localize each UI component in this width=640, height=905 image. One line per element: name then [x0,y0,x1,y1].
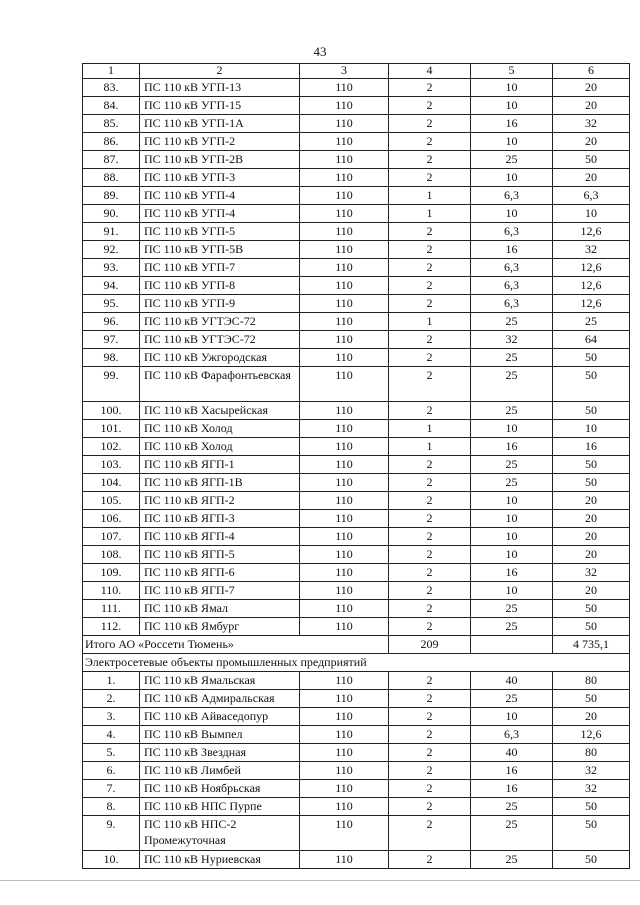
substation-name: ПС 110 кВ Ямбург [140,618,300,636]
transformer-count: 2 [389,367,471,402]
total-power: 20 [553,169,630,187]
transformer-power: 16 [471,564,553,582]
total-power: 20 [553,708,630,726]
table-row [83,744,630,762]
column-number-header: 2 [140,64,300,79]
table-row [83,133,630,151]
row-number: 98. [83,349,140,367]
table-row [83,349,630,367]
row-number: 103. [83,456,140,474]
voltage-kv: 110 [300,672,389,690]
substation-name: ПС 110 кВ ЯГП-1В [140,474,300,492]
substation-table [82,63,630,869]
transformer-count: 2 [389,277,471,295]
transformer-count: 2 [389,295,471,313]
voltage-kv: 110 [300,133,389,151]
total-power: 10 [553,420,630,438]
total-power: 32 [553,115,630,133]
voltage-kv: 110 [300,492,389,510]
table-row [83,564,630,582]
empty-cell [471,636,553,654]
voltage-kv: 110 [300,97,389,115]
total-row [83,636,630,654]
substation-name: ПС 110 кВ Ужгородская [140,349,300,367]
substation-name: ПС 110 кВ УГП-7 [140,259,300,277]
substation-name: ПС 110 кВ УГП-3 [140,169,300,187]
transformer-power: 6,3 [471,223,553,241]
transformer-power: 6,3 [471,277,553,295]
substation-name: ПС 110 кВ Ноябрьская [140,780,300,798]
table-row [83,438,630,456]
row-number: 96. [83,313,140,331]
row-number: 90. [83,205,140,223]
total-power: 50 [553,349,630,367]
voltage-kv: 110 [300,420,389,438]
total-power: 12,6 [553,259,630,277]
transformer-count: 2 [389,169,471,187]
row-number: 93. [83,259,140,277]
row-number: 99. [83,367,140,402]
substation-name: ПС 110 кВ НПС Пурпе [140,798,300,816]
transformer-count: 1 [389,205,471,223]
transformer-count: 2 [389,474,471,492]
voltage-kv: 110 [300,708,389,726]
substation-name: ПС 110 кВ ЯГП-3 [140,510,300,528]
transformer-count: 1 [389,313,471,331]
total-power: 6,3 [553,187,630,205]
total-power: 12,6 [553,277,630,295]
voltage-kv: 110 [300,582,389,600]
transformer-power: 10 [471,133,553,151]
transformer-count: 2 [389,600,471,618]
table-row [83,277,630,295]
substation-name: ПС 110 кВ Адмиральская [140,690,300,708]
section-title: Электросетевые объекты промышленных предприятий [83,654,630,672]
row-number: 107. [83,528,140,546]
transformer-count: 1 [389,420,471,438]
table-row [83,420,630,438]
table-row [83,618,630,636]
transformer-power: 6,3 [471,187,553,205]
voltage-kv: 110 [300,277,389,295]
row-number: 110. [83,582,140,600]
total-power-sum: 4 735,1 [553,636,630,654]
row-number: 94. [83,277,140,295]
total-power: 50 [553,851,630,869]
transformer-count: 2 [389,798,471,816]
transformer-count: 2 [389,133,471,151]
transformer-power: 10 [471,97,553,115]
table-row [83,780,630,798]
transformer-power: 25 [471,798,553,816]
transformer-power: 40 [471,672,553,690]
table-row [83,546,630,564]
row-number: 108. [83,546,140,564]
voltage-kv: 110 [300,798,389,816]
total-power: 20 [553,582,630,600]
transformer-power: 6,3 [471,259,553,277]
substation-name: ПС 110 кВ ЯГП-5 [140,546,300,564]
total-power: 20 [553,510,630,528]
transformer-power: 6,3 [471,726,553,744]
total-power: 20 [553,528,630,546]
total-count: 209 [389,636,471,654]
voltage-kv: 110 [300,618,389,636]
transformer-power: 32 [471,331,553,349]
table-row [83,798,630,816]
row-number: 86. [83,133,140,151]
substation-name: ПС 110 кВ Ямальская [140,672,300,690]
total-power: 50 [553,456,630,474]
voltage-kv: 110 [300,169,389,187]
substation-name: ПС 110 кВ Хасырейская [140,402,300,420]
transformer-count: 2 [389,115,471,133]
row-number: 5. [83,744,140,762]
transformer-power: 10 [471,492,553,510]
substation-name: ПС 110 кВ УГП-1А [140,115,300,133]
transformer-power: 10 [471,510,553,528]
row-number: 101. [83,420,140,438]
transformer-power: 10 [471,708,553,726]
substation-name: ПС 110 кВ УГП-2 [140,133,300,151]
total-power: 50 [553,402,630,420]
transformer-power: 16 [471,115,553,133]
transformer-power: 10 [471,79,553,97]
row-number: 109. [83,564,140,582]
transformer-count: 2 [389,349,471,367]
substation-name: ПС 110 кВ Холод [140,438,300,456]
voltage-kv: 110 [300,690,389,708]
page-number: 43 [313,44,327,59]
transformer-power: 10 [471,528,553,546]
transformer-count: 2 [389,672,471,690]
transformer-power: 25 [471,618,553,636]
transformer-count: 2 [389,726,471,744]
table-row [83,223,630,241]
voltage-kv: 110 [300,528,389,546]
row-number: 112. [83,618,140,636]
total-power: 64 [553,331,630,349]
transformer-power: 10 [471,582,553,600]
transformer-count: 2 [389,582,471,600]
voltage-kv: 110 [300,295,389,313]
substation-name: ПС 110 кВ УГТЭС-72 [140,331,300,349]
row-number: 111. [83,600,140,618]
substation-name: ПС 110 кВ Звездная [140,744,300,762]
table-row [83,456,630,474]
row-number: 6. [83,762,140,780]
total-power: 50 [553,151,630,169]
substation-name: ПС 110 кВ ЯГП-1 [140,456,300,474]
substation-name: ПС 110 кВ УГП-2В [140,151,300,169]
table-header-row [83,64,630,79]
total-power: 50 [553,618,630,636]
voltage-kv: 110 [300,474,389,492]
substation-name: ПС 110 кВ УГП-4 [140,205,300,223]
voltage-kv: 110 [300,367,389,402]
table-row [83,331,630,349]
transformer-count: 2 [389,564,471,582]
substation-name: ПС 110 кВ УГП-13 [140,79,300,97]
voltage-kv: 110 [300,762,389,780]
transformer-power: 25 [471,600,553,618]
total-power: 80 [553,744,630,762]
total-power: 25 [553,313,630,331]
transformer-power: 25 [471,349,553,367]
total-power: 50 [553,367,630,402]
transformer-count: 2 [389,618,471,636]
substation-name: ПС 110 кВ ЯГП-7 [140,582,300,600]
transformer-count: 2 [389,510,471,528]
voltage-kv: 110 [300,115,389,133]
substation-name: ПС 110 кВ Айваседопур [140,708,300,726]
table-row [83,402,630,420]
substation-name: ПС 110 кВ УГТЭС-72 [140,313,300,331]
total-label: Итого АО «Россети Тюмень» [83,636,389,654]
table-row [83,528,630,546]
transformer-power: 6,3 [471,295,553,313]
row-number: 4. [83,726,140,744]
transformer-power: 25 [471,474,553,492]
row-number: 95. [83,295,140,313]
table-row [83,367,630,402]
transformer-count: 2 [389,259,471,277]
table-row [83,708,630,726]
transformer-power: 10 [471,420,553,438]
transformer-count: 2 [389,851,471,869]
transformer-count: 2 [389,708,471,726]
table-row [83,492,630,510]
voltage-kv: 110 [300,546,389,564]
total-power: 12,6 [553,295,630,313]
transformer-count: 2 [389,331,471,349]
substation-name: ПС 110 кВ УГП-15 [140,97,300,115]
total-power: 20 [553,546,630,564]
row-number: 100. [83,402,140,420]
row-number: 104. [83,474,140,492]
total-power: 12,6 [553,726,630,744]
transformer-power: 40 [471,744,553,762]
transformer-count: 2 [389,241,471,259]
table-row [83,690,630,708]
table-row [83,762,630,780]
transformer-power: 10 [471,169,553,187]
transformer-power: 16 [471,762,553,780]
row-number: 87. [83,151,140,169]
row-number: 2. [83,690,140,708]
row-number: 7. [83,780,140,798]
total-power: 50 [553,816,630,851]
substation-name: ПС 110 кВ НПС-2 Промежуточная [140,816,300,851]
total-power: 50 [553,474,630,492]
row-number: 83. [83,79,140,97]
voltage-kv: 110 [300,205,389,223]
transformer-count: 2 [389,402,471,420]
transformer-power: 25 [471,367,553,402]
voltage-kv: 110 [300,223,389,241]
transformer-count: 2 [389,546,471,564]
transformer-count: 2 [389,97,471,115]
column-number-header: 5 [471,64,553,79]
transformer-count: 2 [389,492,471,510]
substation-name: ПС 110 кВ ЯГП-6 [140,564,300,582]
column-number-header: 4 [389,64,471,79]
substation-name: ПС 110 кВ ЯГП-4 [140,528,300,546]
row-number: 105. [83,492,140,510]
transformer-power: 25 [471,313,553,331]
total-power: 32 [553,780,630,798]
total-power: 20 [553,133,630,151]
voltage-kv: 110 [300,349,389,367]
transformer-count: 2 [389,456,471,474]
voltage-kv: 110 [300,851,389,869]
transformer-count: 2 [389,223,471,241]
transformer-power: 25 [471,816,553,851]
voltage-kv: 110 [300,187,389,205]
total-power: 50 [553,600,630,618]
transformer-count: 2 [389,762,471,780]
table-row [83,241,630,259]
transformer-count: 2 [389,816,471,851]
voltage-kv: 110 [300,726,389,744]
table-row [83,205,630,223]
section-title-row [83,654,630,672]
row-number: 91. [83,223,140,241]
column-number-header: 6 [553,64,630,79]
transformer-power: 10 [471,546,553,564]
voltage-kv: 110 [300,313,389,331]
total-power: 50 [553,690,630,708]
voltage-kv: 110 [300,79,389,97]
table-row [83,313,630,331]
substation-name: ПС 110 кВ УГП-5 [140,223,300,241]
voltage-kv: 110 [300,151,389,169]
voltage-kv: 110 [300,816,389,851]
voltage-kv: 110 [300,744,389,762]
total-power: 20 [553,492,630,510]
transformer-count: 2 [389,690,471,708]
voltage-kv: 110 [300,510,389,528]
transformer-power: 25 [471,690,553,708]
total-power: 32 [553,564,630,582]
row-number: 1. [83,672,140,690]
table-row [83,97,630,115]
voltage-kv: 110 [300,456,389,474]
table-row [83,510,630,528]
voltage-kv: 110 [300,600,389,618]
substation-name: ПС 110 кВ УГП-8 [140,277,300,295]
row-number: 10. [83,851,140,869]
voltage-kv: 110 [300,564,389,582]
row-number: 106. [83,510,140,528]
table-row [83,474,630,492]
substation-name: ПС 110 кВ УГП-4 [140,187,300,205]
substation-name: ПС 110 кВ Лимбей [140,762,300,780]
transformer-count: 2 [389,79,471,97]
table-row [83,259,630,277]
substation-name: ПС 110 кВ Холод [140,420,300,438]
row-number: 102. [83,438,140,456]
transformer-count: 1 [389,438,471,456]
column-number-header: 1 [83,64,140,79]
table-row [83,169,630,187]
transformer-power: 25 [471,402,553,420]
table-row [83,295,630,313]
table-row [83,115,630,133]
voltage-kv: 110 [300,780,389,798]
total-power: 20 [553,97,630,115]
table-row [83,151,630,169]
row-number: 84. [83,97,140,115]
substation-name: ПС 110 кВ ЯГП-2 [140,492,300,510]
transformer-count: 2 [389,528,471,546]
voltage-kv: 110 [300,438,389,456]
substation-name: ПС 110 кВ Ямал [140,600,300,618]
voltage-kv: 110 [300,259,389,277]
row-number: 89. [83,187,140,205]
transformer-power: 16 [471,780,553,798]
table-row [83,582,630,600]
total-power: 80 [553,672,630,690]
substation-name: ПС 110 кВ Вымпел [140,726,300,744]
transformer-count: 2 [389,780,471,798]
table-row [83,79,630,97]
total-power: 16 [553,438,630,456]
total-power: 10 [553,205,630,223]
transformer-power: 10 [471,205,553,223]
total-power: 12,6 [553,223,630,241]
transformer-power: 25 [471,151,553,169]
transformer-count: 1 [389,187,471,205]
substation-name: ПС 110 кВ Фарафонтьевская [140,367,300,402]
table-row [83,600,630,618]
column-number-header: 3 [300,64,389,79]
row-number: 9. [83,816,140,851]
row-number: 97. [83,331,140,349]
voltage-kv: 110 [300,241,389,259]
table-row [83,816,630,851]
substation-name: ПС 110 кВ УГП-9 [140,295,300,313]
row-number: 92. [83,241,140,259]
table-row [83,187,630,205]
row-number: 88. [83,169,140,187]
page-bottom-edge [0,880,640,881]
table-row [83,851,630,869]
total-power: 32 [553,241,630,259]
row-number: 85. [83,115,140,133]
row-number: 3. [83,708,140,726]
row-number: 8. [83,798,140,816]
voltage-kv: 110 [300,402,389,420]
voltage-kv: 110 [300,331,389,349]
transformer-count: 2 [389,744,471,762]
table-row [83,726,630,744]
total-power: 20 [553,79,630,97]
transformer-power: 16 [471,241,553,259]
total-power: 50 [553,798,630,816]
total-power: 32 [553,762,630,780]
transformer-count: 2 [389,151,471,169]
substation-name: ПС 110 кВ УГП-5В [140,241,300,259]
transformer-power: 16 [471,438,553,456]
substation-name: ПС 110 кВ Нуриевская [140,851,300,869]
table-row [83,672,630,690]
transformer-power: 25 [471,456,553,474]
transformer-power: 25 [471,851,553,869]
